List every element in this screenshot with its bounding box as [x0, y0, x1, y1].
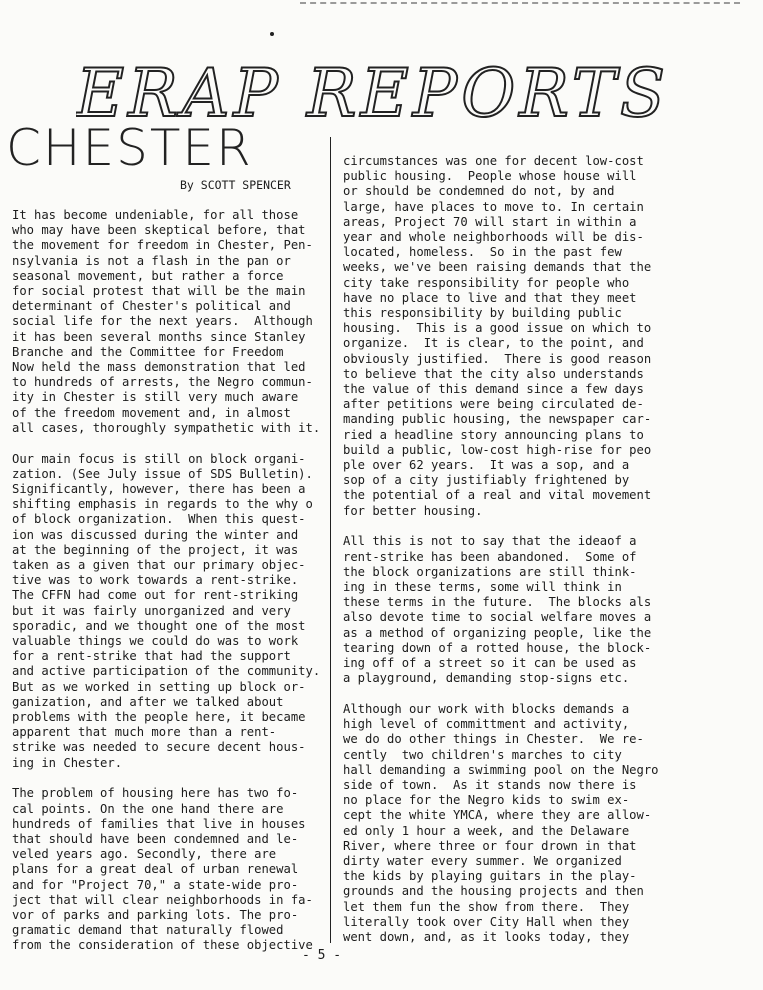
paragraph: All this is not to say that the ideaof a rent-strike has been abandoned. Some of the block organizations are still think- ing in these terms, some will think in these terms in the future. The blocks als also devote time to social welfare moves a as a method of organizing people, like the tearing down of a rotted house, the block- ing off of a street so it can be used as a playground, demanding stop-signs etc. — [343, 534, 652, 686]
page-number: - 5 - — [302, 948, 342, 963]
paragraph: The problem of housing here has two fo- cal points. On the one hand there are hundreds of families that live in houses that should have been condemned and le- veled years ago. Secondly, there are plans for a great deal of urban renewal and for "Project 70," a state-wide pro- ject that will clear neighborhoods in fa- vor of parks and parking lots. The pro- gramatic demand that naturally flowed from the consideration of these objective — [12, 786, 313, 953]
paragraph: circumstances was one for decent low-cost public housing. People whose house will or should be condemned do not, by and large, have places to move to. In certain areas, Project 70 will start in within a year and whole neighborhoods will be dis- located, homeless. So in the past few weeks, we've been raising demands that the city take responsibility for people who have no place to live and that they meet this responsibility by building public housing. This is a good issue on which to organize. It is clear, to the point, and obviously justified. There is good reason to believe that the city also understands the value of this demand since a few days after petitions were being circulated de- manding public housing, the newspaper car- ried a headline story announcing plans to build a public, low-cost high-rise for peo ple over 62 years. It was a sop, and a sop of a city justifiably frightened by the potential of a real and vital movement for better housing. — [343, 154, 652, 518]
left-column — [12, 208, 330, 969]
paragraph: Although our work with blocks demands a high level of committment and activity, we do do other things in Chester. We re- cently two children's marches to city hall demanding a swimming pool on the Negro side of town. As it stands now there is no place for the Negro kids to swim ex- cept the white YMCA, where they are allow- ed only 1 hour a week, and the Delaware River, where three or four drown in that dirty water every summer. We organized the kids by playing guitars in the play- grounds and the housing projects and then let them fun the show from there. They literally took over City Hall when they went down, and, as it looks today, they — [343, 701, 659, 944]
ink-dot — [270, 32, 274, 36]
paragraph: Our main focus is still on block organi- zation. (See July issue of SDS Bulletin). Significantly, however, there has been a shifting emphasis in regards to the why o of block organization. When this quest- ion was discussed during the winter and at the beginning of the project, it was taken as a given that our primary objec- tive was to work towards a rent-strike. The CFFN had come out for rent-striking but it was fairly unorganized and very sporadic, and we thought one of the most valuable things we could do was to work for a rent-strike that had the support and active participation of the community. But as we worked in setting up block or- ganization, and after we talked about problems with the people here, it became apparent that much more than a rent- strike was needed to secure decent hous- ing in Chester. — [12, 451, 321, 770]
column-divider — [330, 137, 331, 943]
article-city-heading: CHESTER — [6, 119, 253, 177]
paragraph: It has become undeniable, for all those who may have been skeptical before, that the movement for freedom in Chester, Pen- nsylvania is not a flash in the pan or seasonal movement, but rather a force for social protest that will be the main determinant of Chester's political and social life for the next years. Although it has been several months since Stanley Branche and the Committee for Freedom Now held the mass demonstration that led to hundreds of arrests, the Negro commun- ity in Chester is still very much aware of the freedom movement and, in almost all cases, thoroughly sympathetic with it. — [12, 208, 321, 435]
right-column — [343, 154, 661, 961]
top-edge-rule — [300, 2, 740, 4]
article-byline: By SCOTT SPENCER — [180, 178, 291, 192]
banner-title: ERAP REPORTS — [76, 55, 670, 130]
